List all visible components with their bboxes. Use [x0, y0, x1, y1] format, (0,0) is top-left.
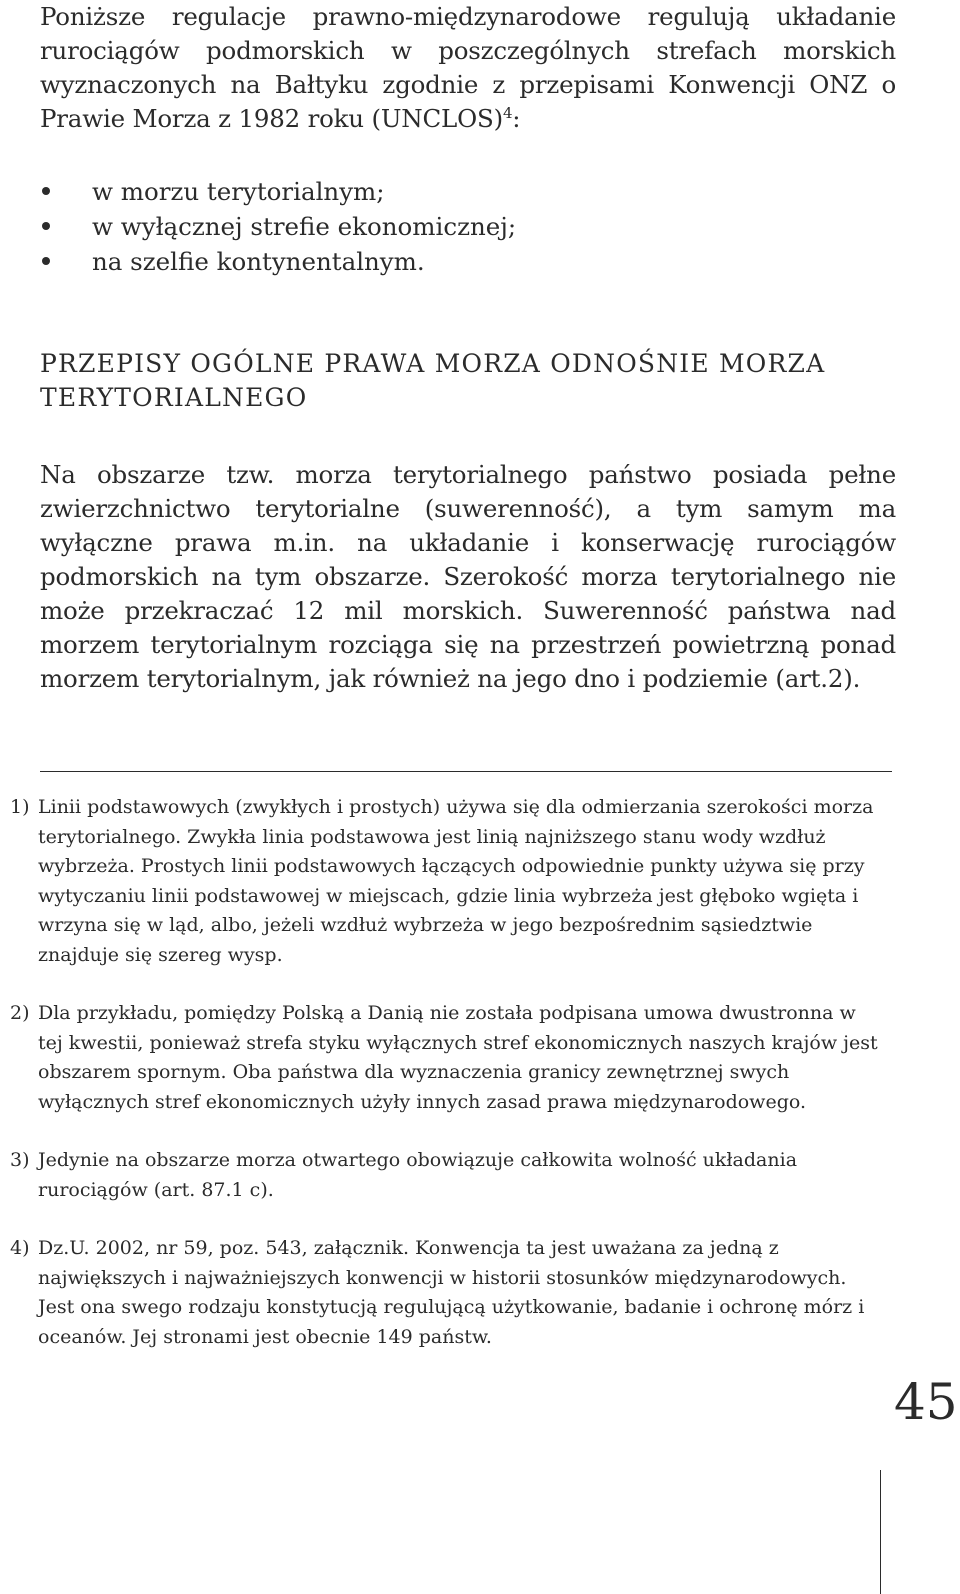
list-item: na szelfie kontynentalnym.	[40, 244, 516, 279]
footnote-reference[interactable]: 4	[502, 103, 513, 122]
intro-paragraph	[40, 0, 896, 136]
footnotes-list	[10, 793, 880, 1381]
footnote	[10, 1146, 880, 1205]
list-item: w wyłącznej strefie ekonomicznej;	[40, 209, 516, 244]
strefy-list	[40, 174, 516, 279]
footnote	[10, 999, 880, 1117]
footnote-text: Dz.U. 2002, nr 59, poz. 543, załącznik. Konwencja ta jest uważana za jedną z największych i najważniejszych konwencji w historii stosunków międzynarodowych. Jest ona swego rodzaju konstytucją regulującą użytkowanie, badanie i ochronę mórz i oceanów. Jej stronami jest obecnie 149 państw.	[38, 1237, 865, 1348]
footnote-number: 3)	[10, 1149, 30, 1171]
margin-rule	[880, 1470, 881, 1594]
intro-suffix: :	[512, 104, 521, 133]
footnote-text: Dla przykładu, pomiędzy Polską a Danią nie została podpisana umowa dwustronna w tej kwestii, ponieważ strefa styku wyłącznych stref ekonomicznych naszych krajów jest obszarem spornym. Oba państwa dla wyznaczenia granicy zewnętrznej swych wyłącznych stref ekonomicznych użyły innych zasad prawa międzynarodowego.	[38, 1002, 878, 1113]
footnote-separator	[40, 771, 892, 772]
footnote-text: Linii podstawowych (zwykłych i prostych) używa się dla odmierzania szerokości morza terytorialnego. Zwykła linia podstawowa jest linią najniższego stanu wody wzdłuż wybrzeża. Prostych linii podstawowych łączących odpowiednie punkty używa się przy wytyczaniu linii podstawowej w miejscach, gdzie linia wybrzeża jest głęboko wgięta i wrzyna się w ląd, albo, jeżeli wzdłuż wybrzeża w jego bezpośrednim sąsiedztwie znajduje się szereg wysp.	[38, 796, 874, 966]
footnote	[10, 793, 880, 970]
section-heading: PRZEPISY OGÓLNE PRAWA MORZA ODNOŚNIE MORZA TERYTORIALNEGO	[40, 349, 826, 412]
footnote-number: 2)	[10, 1002, 30, 1024]
main-paragraph: Na obszarze tzw. morza terytorialnego państwo posiada pełne zwierzchnictwo terytorialne (suwerenność), a tym samym ma wyłączne prawa m.in. na układanie i konserwację rurociągów podmorskich na tym obszarze. Szerokość morza terytorialnego nie może przekraczać 12 mil morskich. Suwerenność państwa nad morzem terytorialnym rozciąga się na przestrzeń powietrzną ponad morzem terytorialnym, jak również na jego dno i podziemie (art.2).	[40, 460, 896, 693]
footnote	[10, 1234, 880, 1352]
intro-text: Poniższe regulacje prawno-międzynarodowe regulują układanie rurociągów podmorskich w poszczególnych strefach morskich wyznaczonych na Bałtyku zgodnie z przepisami Konwencji ONZ o Prawie Morza z 1982 roku (UNCLOS)	[40, 2, 896, 133]
footnote-number: 1)	[10, 796, 30, 818]
page-number: 45	[894, 1373, 958, 1431]
footnote-text: Jedynie na obszarze morza otwartego obowiązuje całkowita wolność układania rurociągów (art. 87.1 c).	[38, 1149, 798, 1201]
list-item: w morzu terytorialnym;	[40, 174, 516, 209]
footnote-number: 4)	[10, 1237, 30, 1259]
